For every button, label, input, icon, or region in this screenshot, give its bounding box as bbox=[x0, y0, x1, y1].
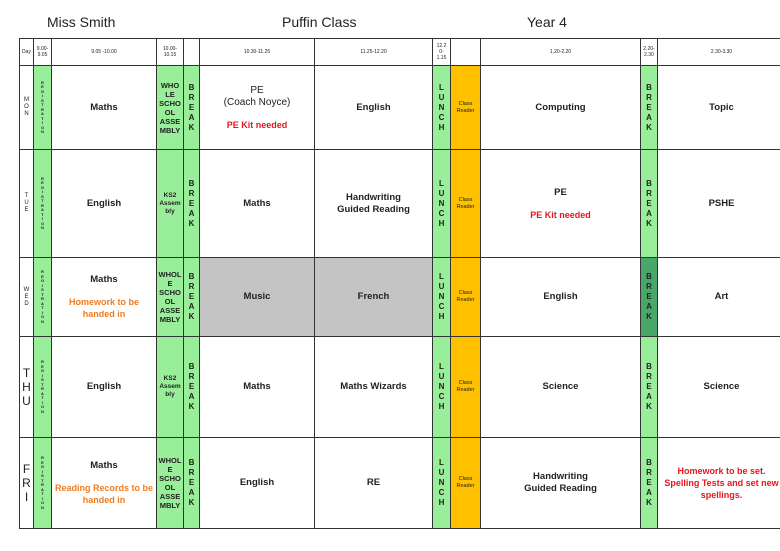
registration-cell: R E G I S T R A T I O N bbox=[34, 258, 52, 337]
session2-cell: Maths bbox=[200, 150, 315, 258]
break2-cell: B R E A K bbox=[641, 258, 658, 337]
break-cell: B R E A K bbox=[184, 337, 200, 438]
class-reader-cell: Class Reader bbox=[451, 438, 481, 529]
break-cell: B R E A K bbox=[184, 150, 200, 258]
col-session2: 10.30-11.25 bbox=[200, 39, 315, 66]
session4-subject: PE bbox=[554, 186, 567, 198]
day-label: T H U bbox=[20, 337, 34, 438]
break-cell: B R E A K bbox=[184, 438, 200, 529]
row-thursday bbox=[20, 337, 780, 438]
lunch-cell: L U N C H bbox=[433, 66, 451, 150]
session2-cell bbox=[200, 66, 315, 150]
ks2-assembly-cell: KS2 Assem bly bbox=[157, 337, 184, 438]
session3-cell: Maths Wizards bbox=[315, 337, 433, 438]
assembly-cell: WHOL E SCHO OL ASSE MBLY bbox=[157, 438, 184, 529]
session4-cell: Handwriting Guided Reading bbox=[481, 438, 641, 529]
session5-cell: Art bbox=[658, 258, 780, 337]
lunch-cell: L U N C H bbox=[433, 438, 451, 529]
session4-cell bbox=[481, 150, 641, 258]
header-row bbox=[20, 39, 780, 66]
ks2-assembly-cell: KS2 Assem bly bbox=[157, 150, 184, 258]
session1-cell: Maths bbox=[52, 66, 157, 150]
session1-note: Homework to be handed in bbox=[68, 297, 139, 319]
break2-cell: B R E A K bbox=[641, 337, 658, 438]
col-lunch-time: 12.2 0- 1.15 bbox=[433, 39, 451, 66]
day-label: W E D bbox=[20, 258, 34, 337]
break2-cell: B R E A K bbox=[641, 438, 658, 529]
session5-cell: Science bbox=[658, 337, 780, 438]
row-friday bbox=[20, 438, 780, 529]
year-group: Year 4 bbox=[527, 14, 567, 30]
col-day: Day bbox=[20, 39, 34, 66]
col-reader-blank bbox=[451, 39, 481, 66]
session1-cell: English bbox=[52, 337, 157, 438]
class-reader-cell: Class Reader bbox=[451, 337, 481, 438]
col-reg-time: 9.00- 9.05 bbox=[34, 39, 52, 66]
assembly-cell: WHOL E SCHO OL ASSE MBLY bbox=[157, 258, 184, 337]
session3-cell: French bbox=[315, 258, 433, 337]
col-break2-time: 2.20- 2.30 bbox=[641, 39, 658, 66]
col-session5: 2.30-3.30 bbox=[658, 39, 780, 66]
day-label: T U E bbox=[20, 150, 34, 258]
registration-cell: R E G I S T R A T I O N bbox=[34, 66, 52, 150]
session5-cell: Homework to be set. Spelling Tests and set new spellings. bbox=[658, 438, 780, 529]
class-reader-cell: Class Reader bbox=[451, 258, 481, 337]
class-reader-cell: Class Reader bbox=[451, 150, 481, 258]
class-name: Puffin Class bbox=[282, 14, 357, 30]
session1-cell: English bbox=[52, 150, 157, 258]
row-tuesday bbox=[20, 150, 780, 258]
session3-cell: English bbox=[315, 66, 433, 150]
session3-cell: Handwriting Guided Reading bbox=[315, 150, 433, 258]
session4-cell: English bbox=[481, 258, 641, 337]
session4-cell: Science bbox=[481, 337, 641, 438]
col-session3: 11.25-12.20 bbox=[315, 39, 433, 66]
assembly-cell: WHO LE SCHO OL ASSE MBLY bbox=[157, 66, 184, 150]
session4-cell: Computing bbox=[481, 66, 641, 150]
break-cell: B R E A K bbox=[184, 258, 200, 337]
lunch-cell: L U N C H bbox=[433, 337, 451, 438]
lunch-cell: L U N C H bbox=[433, 150, 451, 258]
session2-cell: English bbox=[200, 438, 315, 529]
session2-cell: Music bbox=[200, 258, 315, 337]
registration-cell: R E G I S T R A T I O N bbox=[34, 150, 52, 258]
session2-subject: PE bbox=[250, 84, 264, 96]
day-label: F R I bbox=[20, 438, 34, 529]
session3-cell: RE bbox=[315, 438, 433, 529]
session1-subject: Maths bbox=[90, 460, 118, 471]
col-break-blank bbox=[184, 39, 200, 66]
session1-cell bbox=[52, 438, 157, 529]
class-reader-cell: Class Reader bbox=[451, 66, 481, 150]
break2-cell: B R E A K bbox=[641, 150, 658, 258]
teacher-name: Miss Smith bbox=[47, 14, 116, 30]
session2-note: PE Kit needed bbox=[226, 119, 288, 130]
col-assembly-time: 10.00- 10.15 bbox=[157, 39, 184, 66]
col-session1: 9.05 -10.00 bbox=[52, 39, 157, 66]
session5-cell: Topic bbox=[658, 66, 780, 150]
row-monday bbox=[20, 66, 780, 150]
session1-note: Reading Records to be handed in bbox=[54, 483, 153, 505]
break-cell: B R E A K bbox=[184, 66, 200, 150]
registration-cell: R E G I S T R A T I O N bbox=[34, 438, 52, 529]
col-session4: 1.20-2.20 bbox=[481, 39, 641, 66]
session4-note: PE Kit needed bbox=[530, 209, 591, 220]
session2-cell: Maths bbox=[200, 337, 315, 438]
break2-cell: B R E A K bbox=[641, 66, 658, 150]
day-label: M O N bbox=[20, 66, 34, 150]
session2-extra: (Coach Noyce) bbox=[223, 96, 291, 108]
lunch-cell: L U N C H bbox=[433, 258, 451, 337]
timetable bbox=[19, 38, 780, 529]
session1-subject: Maths bbox=[90, 274, 118, 285]
session5-cell: PSHE bbox=[658, 150, 780, 258]
session1-cell bbox=[52, 258, 157, 337]
row-wednesday bbox=[20, 258, 780, 337]
registration-cell: R E G I S T R A T I O N bbox=[34, 337, 52, 438]
